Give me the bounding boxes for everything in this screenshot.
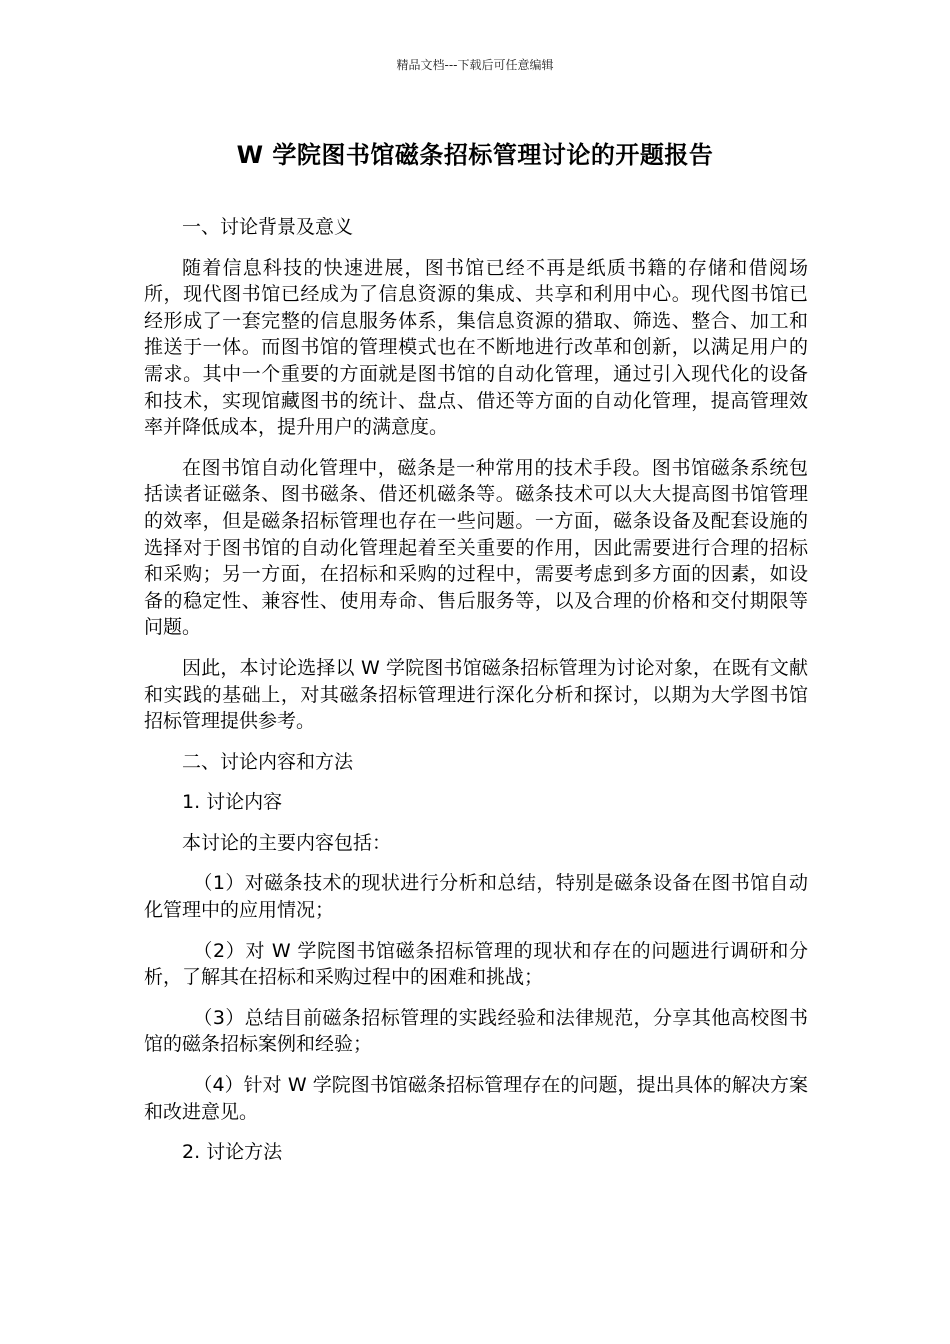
list-item: （2）对 W 学院图书馆磁条招标管理的现状和存在的问题进行调研和分析，了解其在招标和采购过程中的困难和挑战； [144,939,808,989]
header-note: 精品文档---下载后可任意编辑 [396,58,554,72]
body-paragraph: 本讨论的主要内容包括： [182,831,392,854]
list-item: （3）总结目前磁条招标管理的实践经验和法律规范，分享其他高校图书馆的磁条招标案例和经验； [144,1006,808,1056]
section-heading-background: 一、讨论背景及意义 [182,216,354,238]
body-paragraph: 在图书馆自动化管理中，磁条是一种常用的技术手段。图书馆磁条系统包括读者证磁条、图书磁条、借还机磁条等。磁条技术可以大大提高图书馆管理的效率，但是磁条招标管理也存在一些问题。一方面，磁条设备及配套设施的选择对于图书馆的自动化管理起着至关重要的作用，因此需要进行合理的招标和采购；另一方面，在招标和采购的过程中，需要考虑到多方面的因素，如设备的稳定性、兼容性、使用寿命、售后服务等，以及合理的价格和交付期限等问题。 [144,456,808,639]
subsection-heading-methods: 2. 讨论方法 [182,1141,283,1164]
document-title: W 学院图书馆磁条招标管理讨论的开题报告 [236,141,714,169]
section-heading-content-methods: 二、讨论内容和方法 [182,750,354,773]
document-body [144,214,808,1180]
list-item: （1）对磁条技术的现状进行分析和总结，特别是磁条设备在图书馆自动化管理中的应用情况； [144,872,808,922]
list-item: （4）针对 W 学院图书馆磁条招标管理存在的问题，提出具体的解决方案和改进意见。 [144,1074,808,1123]
subsection-heading-content: 1. 讨论内容 [182,791,283,814]
body-paragraph: 因此，本讨论选择以 W 学院图书馆磁条招标管理为讨论对象，在既有文献和实践的基础上，对其磁条招标管理进行深化分析和探讨，以期为大学图书馆招标管理提供参考。 [144,656,808,733]
body-paragraph: 随着信息科技的快速进展，图书馆已经不再是纸质书籍的存储和借阅场所，现代图书馆已经成为了信息资源的集成、共享和利用中心。现代图书馆已经形成了一套完整的信息服务体系，集信息资源的猎取、筛选、整合、加工和推送于一体。而图书馆的管理模式也在不断地进行改革和创新，以满足用户的需求。其中一个重要的方面就是图书馆的自动化管理，通过引入现代化的设备和技术，实现馆藏图书的统计、盘点、借还等方面的自动化管理，提高管理效率并降低成本，提升用户的满意度。 [144,256,808,439]
